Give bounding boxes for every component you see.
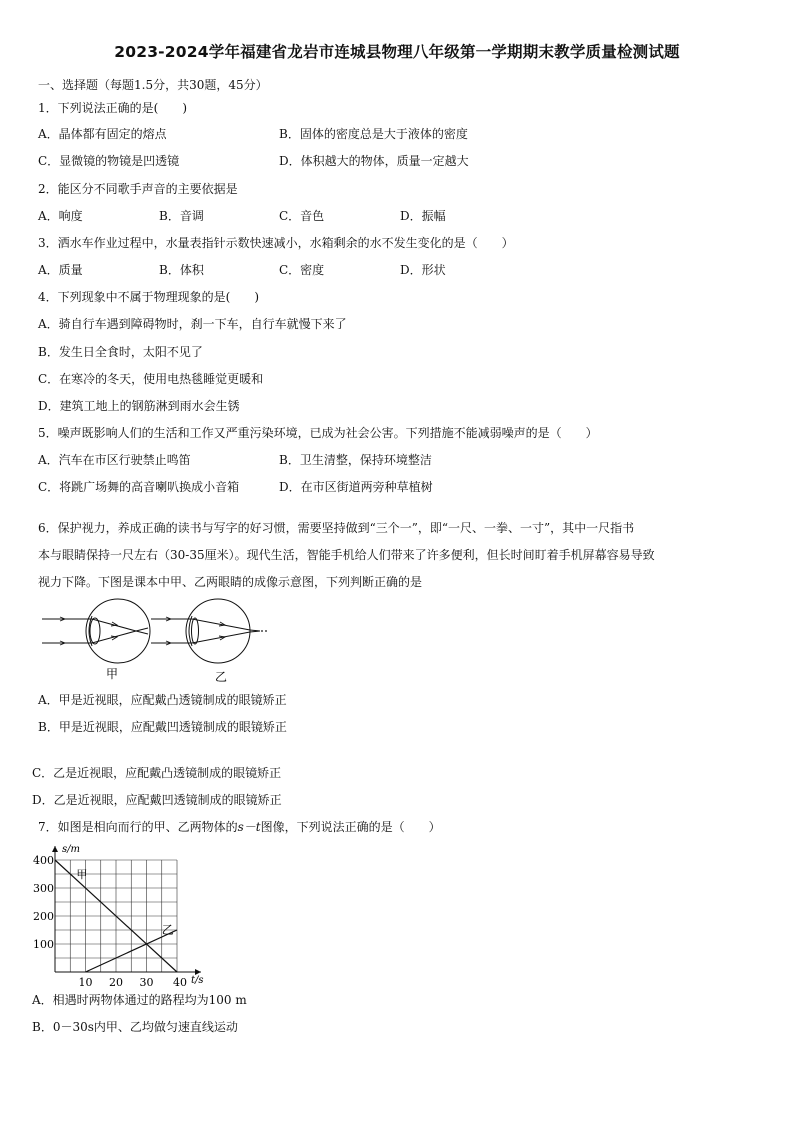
- question-1-stem: 1．下列说法正确的是( ): [38, 101, 187, 115]
- q3-option-d[interactable]: D．形状: [400, 263, 446, 277]
- eye-jia: [42, 599, 150, 663]
- y-axis-label: s/m: [62, 844, 80, 855]
- y-tick-label: 100: [33, 938, 54, 951]
- q7-stem-post: 图像，下列说法正确的是（ ）: [260, 820, 441, 834]
- y-tick-label: 200: [33, 910, 54, 923]
- eye-label-jia: 甲: [106, 667, 119, 681]
- q5-option-a[interactable]: A．汽车在市区行驶禁止鸣笛: [38, 453, 191, 467]
- q4-option-d[interactable]: D．建筑工地上的钢筋淋到雨水会生锈: [38, 399, 240, 413]
- y-axis-arrow: [52, 846, 58, 852]
- q6-option-c[interactable]: C．乙是近视眼，应配戴凸透镜制成的眼镜矫正: [32, 766, 282, 780]
- q4-option-a[interactable]: A．骑自行车遇到障碍物时，刹一下车，自行车就慢下来了: [38, 317, 347, 331]
- series-label-yi: 乙: [161, 923, 174, 938]
- q6-option-d[interactable]: D．乙是近视眼，应配戴凹透镜制成的眼镜矫正: [32, 793, 282, 807]
- q7-stem-pre: 7．如图是相向而行的甲、乙两物体的: [38, 820, 238, 834]
- page-title: 2023-2024学年福建省龙岩市连城县物理八年级第一学期期末教学质量检测试题: [114, 43, 680, 61]
- question-2-stem: 2．能区分不同歌手声音的主要依据是: [38, 182, 238, 196]
- q3-option-b[interactable]: B．体积: [159, 263, 204, 277]
- series-label-jia: 甲: [76, 868, 88, 882]
- q2-option-c[interactable]: C．音色: [279, 209, 325, 223]
- q3-option-c[interactable]: C．密度: [279, 263, 325, 277]
- q5-option-c[interactable]: C．将跳广场舞的高音喇叭换成小音箱: [38, 480, 240, 494]
- q1-option-c[interactable]: C．显微镜的物镜是凹透镜: [38, 154, 180, 168]
- question-5-stem: 5．噪声既影响人们的生活和工作又严重污染环境，已成为社会公害。下列措施不能减弱噪声的是（ ）: [38, 426, 598, 440]
- section-heading: 一、选择题（每题1.5分，共30题，45分）: [38, 78, 268, 92]
- x-tick-label: 10: [78, 976, 93, 989]
- focus-dot: [261, 630, 263, 632]
- q5-option-d[interactable]: D．在市区街道两旁种草植树: [279, 480, 433, 494]
- q7-stem-variable: s－t: [237, 820, 261, 834]
- y-tick-label: 400: [33, 854, 54, 867]
- q6-option-a[interactable]: A．甲是近视眼，应配戴凸透镜制成的眼镜矫正: [38, 693, 287, 707]
- chart-labels: [33, 844, 204, 989]
- q1-option-a[interactable]: A．晶体都有固定的熔点: [38, 127, 167, 141]
- eye-yi: [151, 599, 260, 663]
- q1-option-d[interactable]: D．体积越大的物体，质量一定越大: [279, 154, 469, 168]
- q4-option-c[interactable]: C．在寒冷的冬天，使用电热毯睡觉更暖和: [38, 372, 264, 386]
- focus-dot: [265, 630, 267, 632]
- question-6-stem-line-2: 本与眼睛保持一尺左右（30-35厘米）。现代生活，智能手机给人们带来了许多便利，但长时间盯着手机屏幕容易导致: [38, 548, 655, 562]
- x-axis-label: t/s: [191, 975, 204, 986]
- question-6-stem-line-1: 6．保护视力，养成正确的读书与写字的好习惯，需要坚持做到“三个一”，即“一尺、一拳、一寸”，其中一尺指书: [38, 521, 635, 535]
- q3-option-a[interactable]: A．质量: [38, 263, 83, 277]
- st-chart: [28, 838, 218, 990]
- q4-option-b[interactable]: B．发生日全食时，太阳不见了: [38, 345, 203, 359]
- q2-option-d[interactable]: D．振幅: [400, 209, 446, 223]
- eye-label-yi: 乙: [215, 670, 228, 684]
- question-6-stem-line-3: 视力下降。下图是课本中甲、乙两眼睛的成像示意图，下列判断正确的是: [38, 575, 423, 589]
- y-tick-label: 300: [33, 882, 54, 895]
- q2-option-b[interactable]: B．音调: [159, 209, 204, 223]
- x-tick-label: 20: [109, 976, 123, 989]
- q5-option-b[interactable]: B．卫生清整，保持环境整洁: [279, 453, 432, 467]
- eye-diagram: [38, 594, 268, 686]
- q7-option-a[interactable]: A．相遇时两物体通过的路程均为100 m: [32, 993, 247, 1007]
- q1-option-b[interactable]: B．固体的密度总是大于液体的密度: [279, 127, 468, 141]
- q7-option-b[interactable]: B．0－30s内甲、乙均做匀速直线运动: [32, 1020, 238, 1034]
- question-4-stem: 4．下列现象中不属于物理现象的是( ): [38, 290, 259, 304]
- x-tick-label: 30: [139, 976, 154, 989]
- q2-option-a[interactable]: A．响度: [38, 209, 83, 223]
- question-3-stem: 3．洒水车作业过程中，水量表指针示数快速减小，水箱剩余的水不发生变化的是（ ）: [38, 236, 514, 250]
- question-7-stem: [38, 820, 441, 834]
- q6-option-b[interactable]: B．甲是近视眼，应配戴凹透镜制成的眼镜矫正: [38, 720, 287, 734]
- chart-axes: [52, 846, 201, 975]
- x-tick-label: 40: [173, 976, 187, 989]
